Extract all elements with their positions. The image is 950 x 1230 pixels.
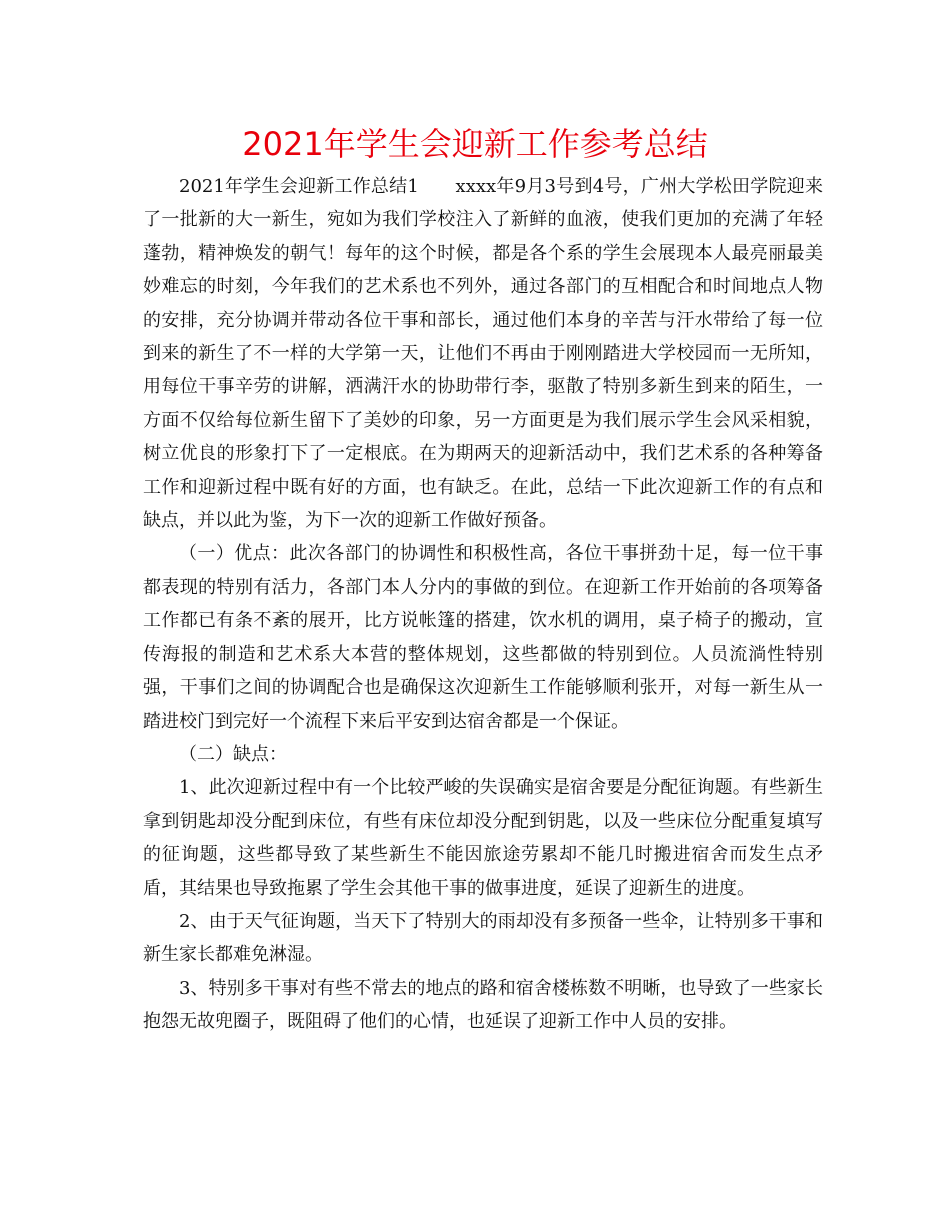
paragraph-disadvantage-2: 2、由于天气征询题，当天下了特别大的雨却没有多预备一些伞，让特别多干事和新生家长都难免淋湿。 — [143, 910, 823, 966]
document-title: 2021年学生会迎新工作参考总结 — [242, 125, 708, 163]
paragraph-disadvantage-3: 3、特别多干事对有些不常去的地点的路和宿舍楼栋数不明晰，也导致了一些家长抱怨无故兜圈子，既阻碍了他们的心情，也延误了迎新工作中人员的安排。 — [143, 977, 823, 1033]
paragraph-intro: 2021年学生会迎新工作总结1 xxxx年9月3号到4号，广州大学松田学院迎来了一批新的大一新生，宛如为我们学校注入了新鲜的血液，使我们更加的充满了年轻蓬勃，精神焕发的朝气！每年的这个时候，都是各个系的学生会展现本人最亮丽最美妙难忘的时刻，今年我们的艺术系也不列外，通过各部门的互相配合和时间地点人物的安排，充分协调并带动各位干事和部长，通过他们本身的辛苦与汗水带给了每一位到来的新生了不一样的大学第一天，让他们不再由于刚刚踏进大学校园而一无所知，用每位干事辛劳的讲解，洒满汗水的协助带行李，驱散了特别多新生到来的陌生，一方面不仅给每位新生留下了美妙的印象，另一方面更是为我们展示学生会风采相貌，树立优良的形象打下了一定根底。在为期两天的迎新活动中，我们艺术系的各种筹备工作和迎新过程中既有好的方面，也有缺乏。在此，总结一下此次迎新工作的有点和缺点，并以此为鉴，为下一次的迎新工作做好预备。 — [143, 176, 823, 532]
paragraph-disadvantages-heading: （二）缺点： — [179, 743, 287, 765]
paragraph-disadvantage-1: 1、此次迎新过程中有一个比较严峻的失误确实是宿舍要是分配征询题。有些新生拿到钥匙却没分配到床位，有些有床位却没分配到钥匙，以及一些床位分配重复填写的征询题，这些都导致了某些新生不能因旅途劳累却不能几时搬进宿舍而发生点矛盾，其结果也导致拖累了学生会其他干事的做事进度，延误了迎新生的进度。 — [143, 777, 823, 899]
paragraph-advantages: （一）优点：此次各部门的协调性和积极性高，各位干事拼劲十足，每一位干事都表现的特别有活力，各部门本人分内的事做的到位。在迎新工作开始前的各项筹备工作都已有条不紊的展开，比方说帐篷的搭建，饮水机的调用，桌子椅子的搬动，宣传海报的制造和艺术系大本营的整体规划，这些都做的特别到位。人员流淌性特别强，干事们之间的协调配合也是确保这次迎新生工作能够顺利张开，对每一新生从一踏进校门到完好一个流程下来后平安到达宿舍都是一个保证。 — [143, 543, 823, 732]
document-body — [143, 170, 823, 1039]
